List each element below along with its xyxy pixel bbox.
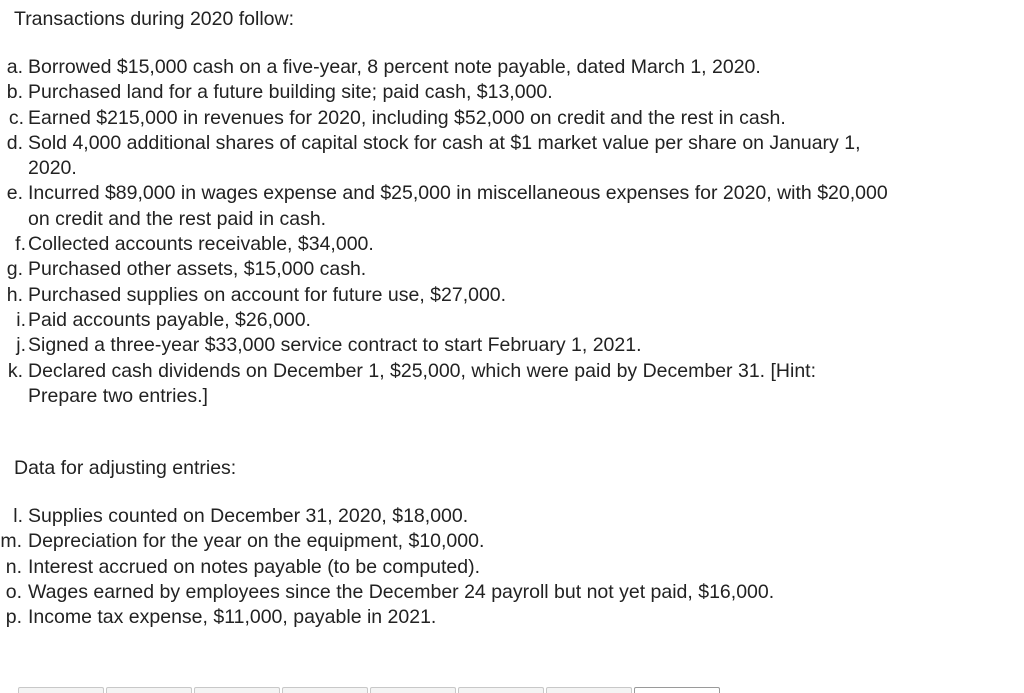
list-item-text: Earned $215,000 in revenues for 2020, including $52,000 on credit and the rest in cash. [28,106,786,129]
tab-4[interactable] [282,687,368,693]
transaction-a [0,55,908,80]
list-item-text: Paid accounts payable, $26,000. [28,308,311,331]
transaction-g [0,257,908,282]
list-marker: h. [6,283,23,306]
list-marker: d. [6,131,23,154]
list-item-text: Purchased land for a future building site; paid cash, $13,000. [28,81,553,104]
list-marker: b. [6,81,23,104]
list-marker: n. [5,555,22,578]
adjusting-l [0,504,908,529]
list-item-text: Borrowed $15,000 cash on a five-year, 8 percent note payable, dated March 1, 2020. [28,56,761,78]
list-marker: i. [16,308,26,331]
list-item-text: Purchased other assets, $15,000 cash. [28,258,367,281]
tab-6[interactable] [458,687,544,693]
transaction-k [0,359,908,410]
list-item-text: Supplies counted on December 31, 2020, $18,000. [28,505,469,527]
tab-8[interactable] [634,687,720,693]
tab-3[interactable] [194,687,280,693]
bottom-tab-strip [18,687,722,693]
transaction-b [0,80,908,105]
adjusting-p [0,605,908,630]
list-item-text: Depreciation for the year on the equipment, $10,000. [28,530,485,553]
list-marker: e. [6,182,23,205]
list-marker: l. [13,505,23,527]
transaction-d [0,131,908,182]
list-item-text: Purchased supplies on account for future use, $27,000. [28,283,507,306]
transaction-i [0,308,908,333]
list-marker: k. [7,359,23,382]
tab-2[interactable] [106,687,192,693]
transaction-e [0,181,908,232]
list-item-text: Interest accrued on notes payable (to be computed). [28,555,481,578]
list-marker: c. [8,106,24,129]
list-marker: o. [5,580,22,603]
list-item-text: Income tax expense, $11,000, payable in 2021. [28,606,437,629]
tab-7[interactable] [546,687,632,693]
list-marker: a. [6,56,23,78]
list-item-text: Incurred $89,000 in wages expense and $25,000 in miscellaneous expenses for 2020, with $20,000 on credit and the rest paid in cash. [28,182,888,230]
adjusting-m [0,529,908,554]
transaction-j [0,333,908,358]
list-marker: p. [5,606,22,629]
adjusting-o [0,580,908,605]
adjusting-list [0,504,908,630]
list-marker: m. [0,530,22,553]
transactions-list [0,55,908,409]
adjusting-heading: Data for adjusting entries: [14,457,237,479]
list-item-text: Declared cash dividends on December 1, $25,000, which were paid by December 31. [Hint: Prepare two entries.] [28,359,817,407]
transaction-f [0,232,908,257]
transaction-c [0,106,908,131]
list-marker: j. [16,334,26,357]
list-item-text: Sold 4,000 additional shares of capital stock for cash at $1 market value per share on January 1, 2020. [28,131,861,180]
transactions-heading: Transactions during 2020 follow: [14,8,295,30]
list-item-text: Wages earned by employees since the December 24 payroll but not yet paid, $16,000. [28,580,775,603]
list-item-text: Collected accounts receivable, $34,000. [28,233,374,256]
list-item-text: Signed a three-year $33,000 service contract to start February 1, 2021. [28,334,642,357]
list-marker: f. [15,233,26,256]
list-marker: g. [6,258,23,281]
adjusting-n [0,555,908,580]
tab-5[interactable] [370,687,456,693]
transaction-h [0,283,908,308]
tab-1[interactable] [18,687,104,693]
